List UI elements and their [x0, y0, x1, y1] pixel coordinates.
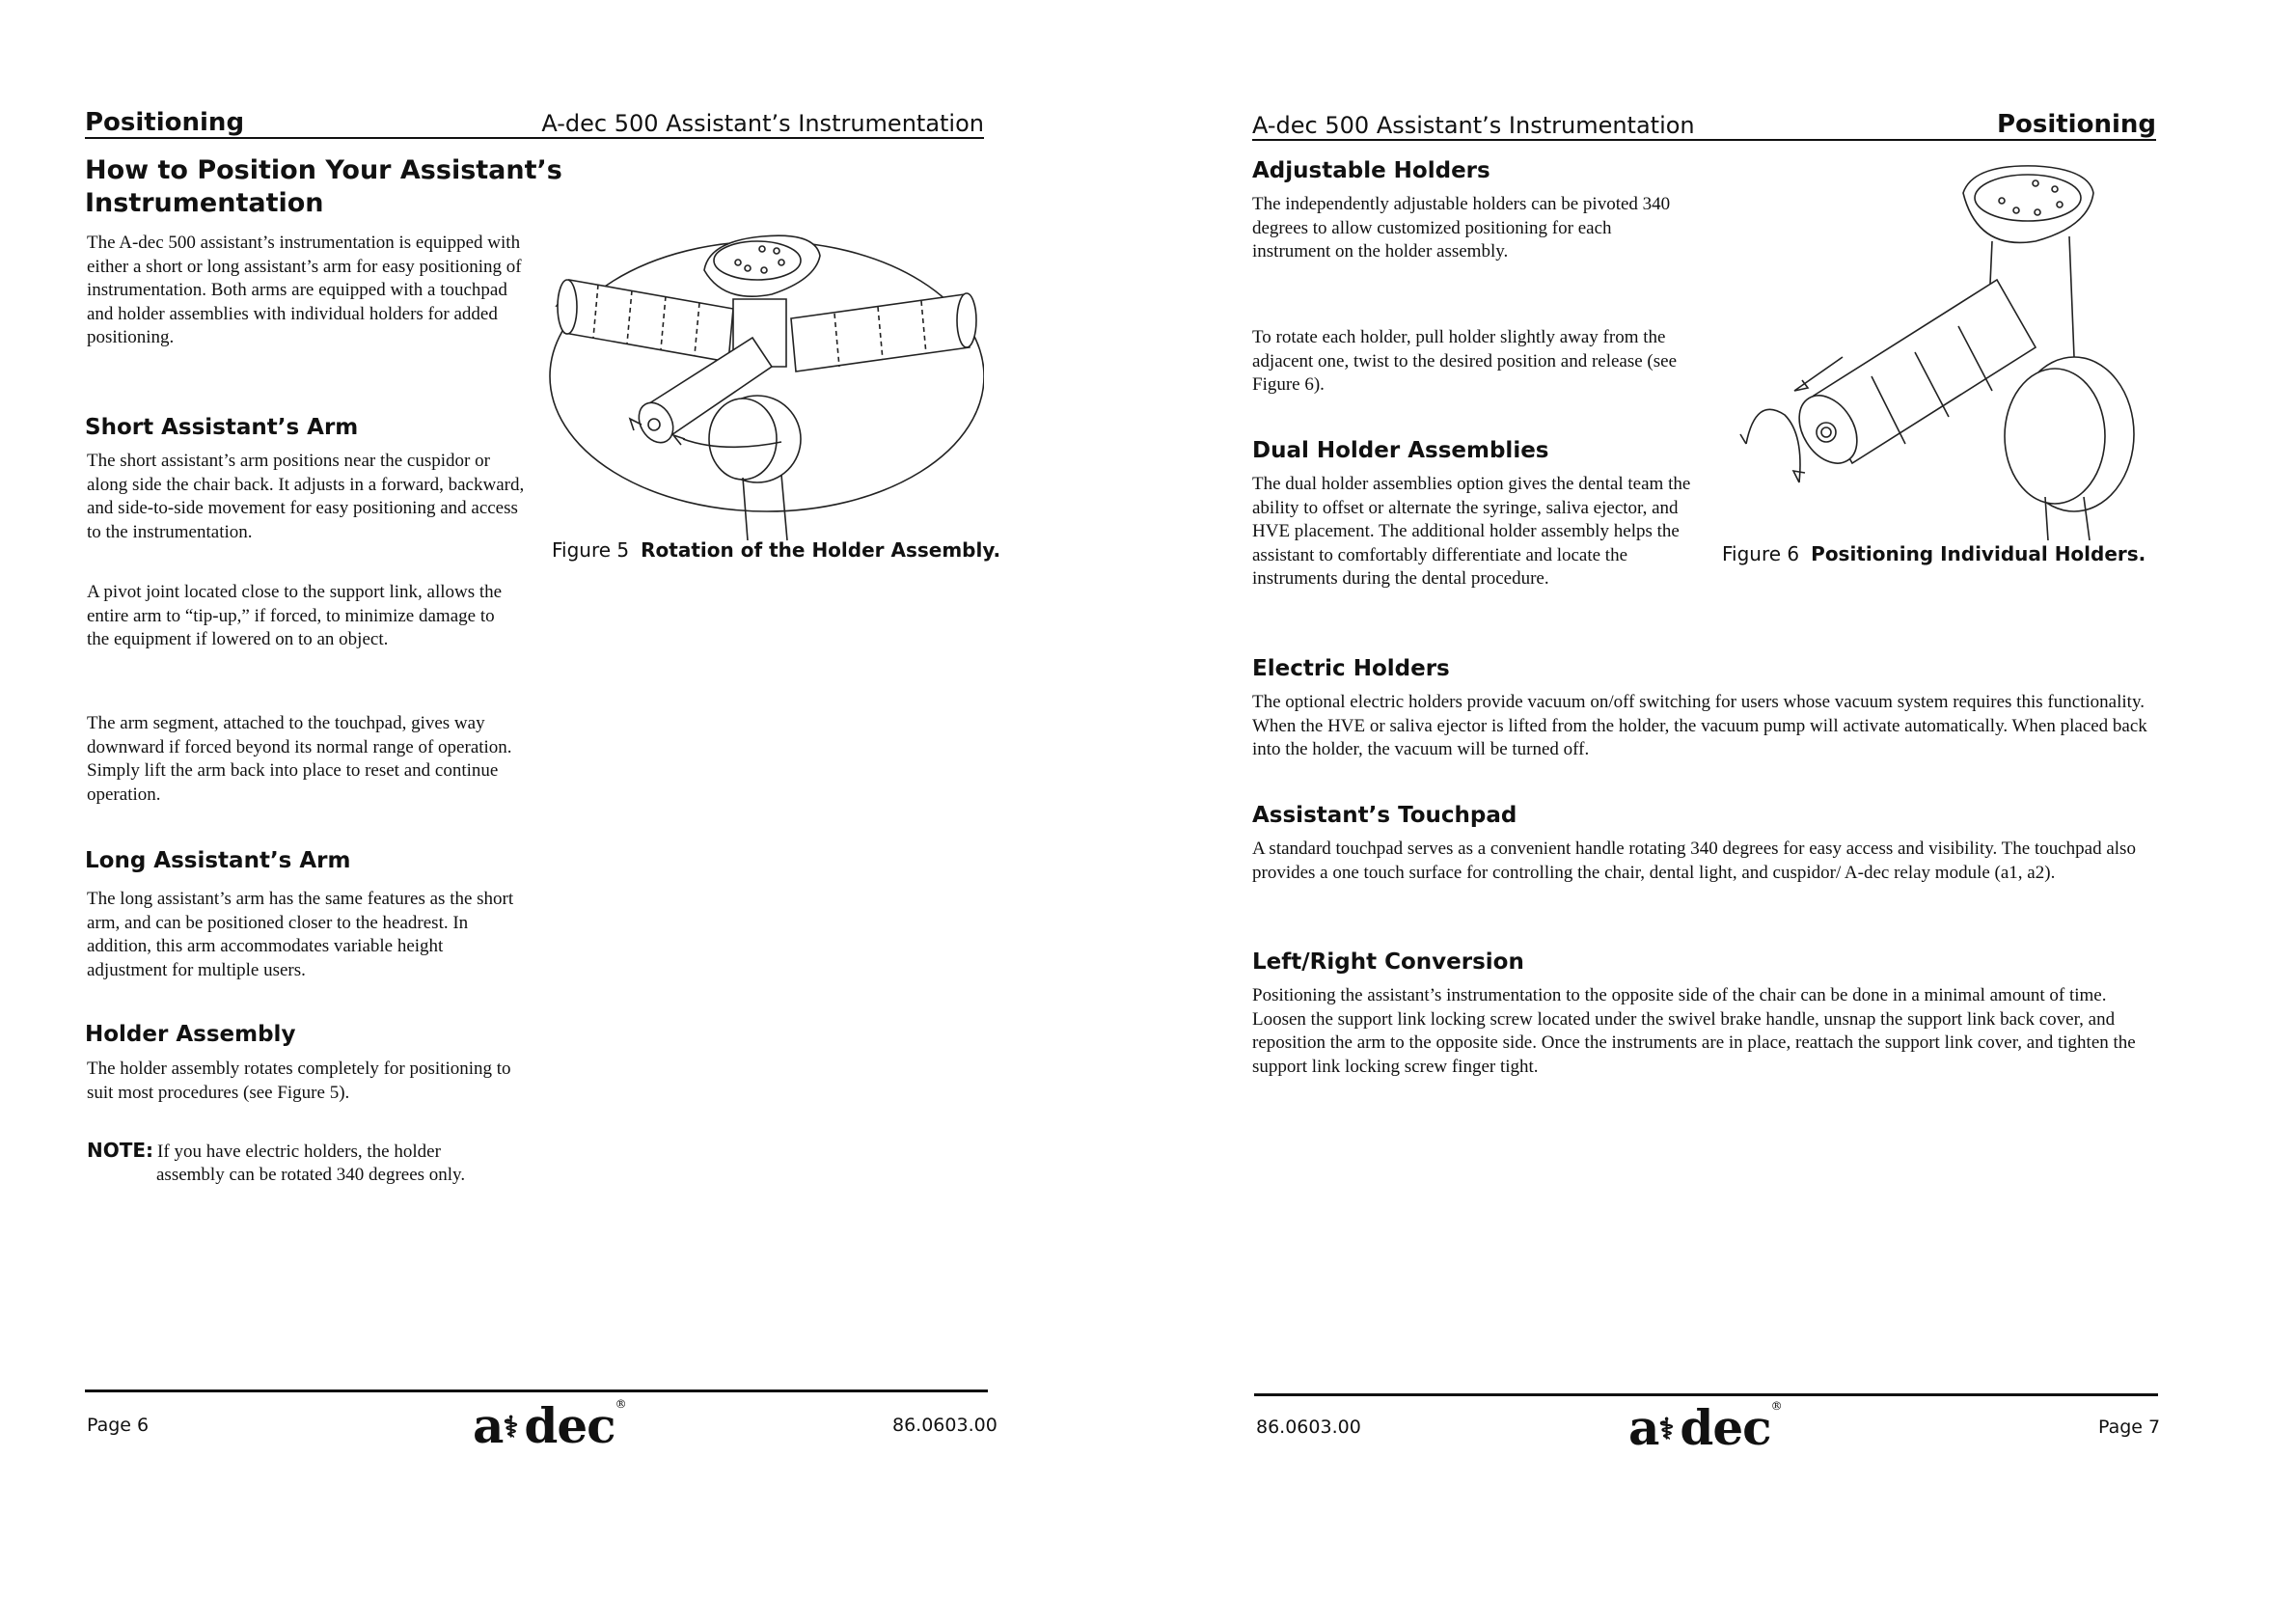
intro-paragraph: The A-dec 500 assistant’s instrumentation is equipped with either a short or long assistant’s arm for easy positioning of instrumentation. Both arms are equipped with a touchpad and holder assemblies with individual holders for added positioning. — [87, 233, 522, 347]
main-heading-line1: How to Position Your Assistant’s — [85, 155, 562, 185]
section-title: Positioning — [85, 108, 245, 137]
long-arm-heading: Long Assistant’s Arm — [85, 848, 351, 873]
page-number: Page 7 — [2098, 1417, 2161, 1438]
touchpad-heading: Assistant’s Touchpad — [1252, 803, 1517, 828]
main-heading-line2: Instrumentation — [85, 188, 324, 218]
short-arm-paragraph-2: A pivot joint located close to the support link, allows the entire arm to “tip-up,” if forced, to minimize damage to the equipment if lowered on to an object. — [87, 582, 503, 649]
figure-6-caption — [1722, 542, 2146, 565]
right-page — [1148, 0, 2296, 1623]
adjustable-holders-paragraph-2: To rotate each holder, pull holder slightly away from the adjacent one, twist to the desired position and release (see Figure 6). — [1252, 327, 1678, 395]
figure-5-title: Rotation of the Holder Assembly. — [641, 538, 1001, 562]
document-title: A-dec 500 Assistant’s Instrumentation — [1252, 112, 1695, 139]
note-label: NOTE: — [87, 1139, 154, 1162]
logo-dec: dec — [1680, 1399, 1771, 1456]
adec-logo — [473, 1397, 626, 1454]
figure-5-number: Figure 5 — [552, 538, 630, 562]
page-number: Page 6 — [87, 1415, 150, 1436]
short-arm-paragraph-1: The short assistant’s arm positions near the cuspidor or along side the chair back. It adjusts in a forward, backward, and side-to-side movement for easy positioning and access to the instrumentation. — [87, 451, 525, 542]
conversion-heading: Left/Right Conversion — [1252, 949, 1524, 975]
note-line-2: assembly can be rotated 340 degrees only. — [156, 1165, 466, 1185]
footer-rule — [85, 1389, 988, 1392]
figure-6-title: Positioning Individual Holders. — [1811, 542, 2146, 565]
figure-5-illustration — [540, 222, 984, 550]
conversion-paragraph: Positioning the assistant’s instrumentation to the opposite side of the chair can be done in a minimal amount of time. Loosen the support link locking screw located under the swivel brake handle, unsnap the support link back cover, and reposition the arm to the opposite side. Once the instruments are in place, reattach the support link cover, and tighten the support link locking screw finger tight. — [1252, 985, 2136, 1077]
document-title: A-dec 500 Assistant’s Instrumentation — [541, 110, 984, 137]
page-header — [85, 104, 984, 139]
logo-a: a — [473, 1397, 504, 1454]
adjustable-holders-paragraph-1: The independently adjustable holders can be pivoted 340 degrees to allow customized positioning for each instrument on the holder assembly. — [1252, 194, 1671, 261]
figure-6-illustration — [1727, 154, 2142, 540]
caduceus-icon: ⚕ — [1658, 1413, 1674, 1446]
adec-logo — [1628, 1399, 1782, 1456]
holder-assembly-paragraph: The holder assembly rotates completely for positioning to suit most procedures (see Figure 5). — [87, 1059, 511, 1103]
section-title: Positioning — [1996, 110, 2156, 139]
touchpad-paragraph: A standard touchpad serves as a convenient handle rotating 340 degrees for easy access and visibility. The touchpad also provides a one touch surface for controlling the chair, dental light, and cuspidor/ A-dec relay module (a1, a2). — [1252, 839, 2136, 883]
logo-a: a — [1628, 1399, 1659, 1456]
document-number: 86.0603.00 — [892, 1415, 998, 1436]
long-arm-paragraph: The long assistant’s arm has the same features as the short arm, and can be positioned closer to the headrest. In addition, this arm accommodates variable height adjustment for multiple users. — [87, 889, 514, 980]
note-line-1: If you have electric holders, the holder — [157, 1142, 441, 1162]
logo-registered: ® — [615, 1397, 626, 1411]
logo-dec: dec — [524, 1397, 615, 1454]
footer-rule — [1254, 1393, 2158, 1396]
figure-6-number: Figure 6 — [1722, 542, 1800, 565]
adjustable-holders-heading: Adjustable Holders — [1252, 158, 1490, 183]
document-number: 86.0603.00 — [1256, 1417, 1361, 1438]
main-heading — [85, 154, 587, 220]
electric-holders-heading: Electric Holders — [1252, 656, 1450, 681]
note — [87, 1139, 550, 1188]
holder-assembly-heading: Holder Assembly — [85, 1022, 296, 1047]
page-header — [1252, 106, 2156, 141]
caduceus-icon: ⚕ — [503, 1411, 518, 1444]
dual-holder-heading: Dual Holder Assemblies — [1252, 438, 1549, 463]
figure-5-caption — [552, 538, 1000, 562]
dual-holder-paragraph: The dual holder assemblies option gives the dental team the ability to offset or alternate the syringe, saliva ejector, and HVE placement. The additional holder assembly helps the assistant to comfortably differentiate and locate the instruments during the dental procedure. — [1252, 474, 1691, 589]
short-arm-heading: Short Assistant’s Arm — [85, 415, 359, 440]
logo-registered: ® — [1770, 1399, 1782, 1413]
left-page — [0, 0, 1119, 1623]
short-arm-paragraph-3: The arm segment, attached to the touchpad, gives way downward if forced beyond its normal range of operation. Simply lift the arm back into place to reset and continue operation. — [87, 713, 512, 805]
electric-holders-paragraph: The optional electric holders provide vacuum on/off switching for users whose vacuum system requires this functionality. When the HVE or saliva ejector is lifted from the holder, the vacuum pump will activate automatically. When placed back into the holder, the vacuum will be turned off. — [1252, 692, 2147, 759]
